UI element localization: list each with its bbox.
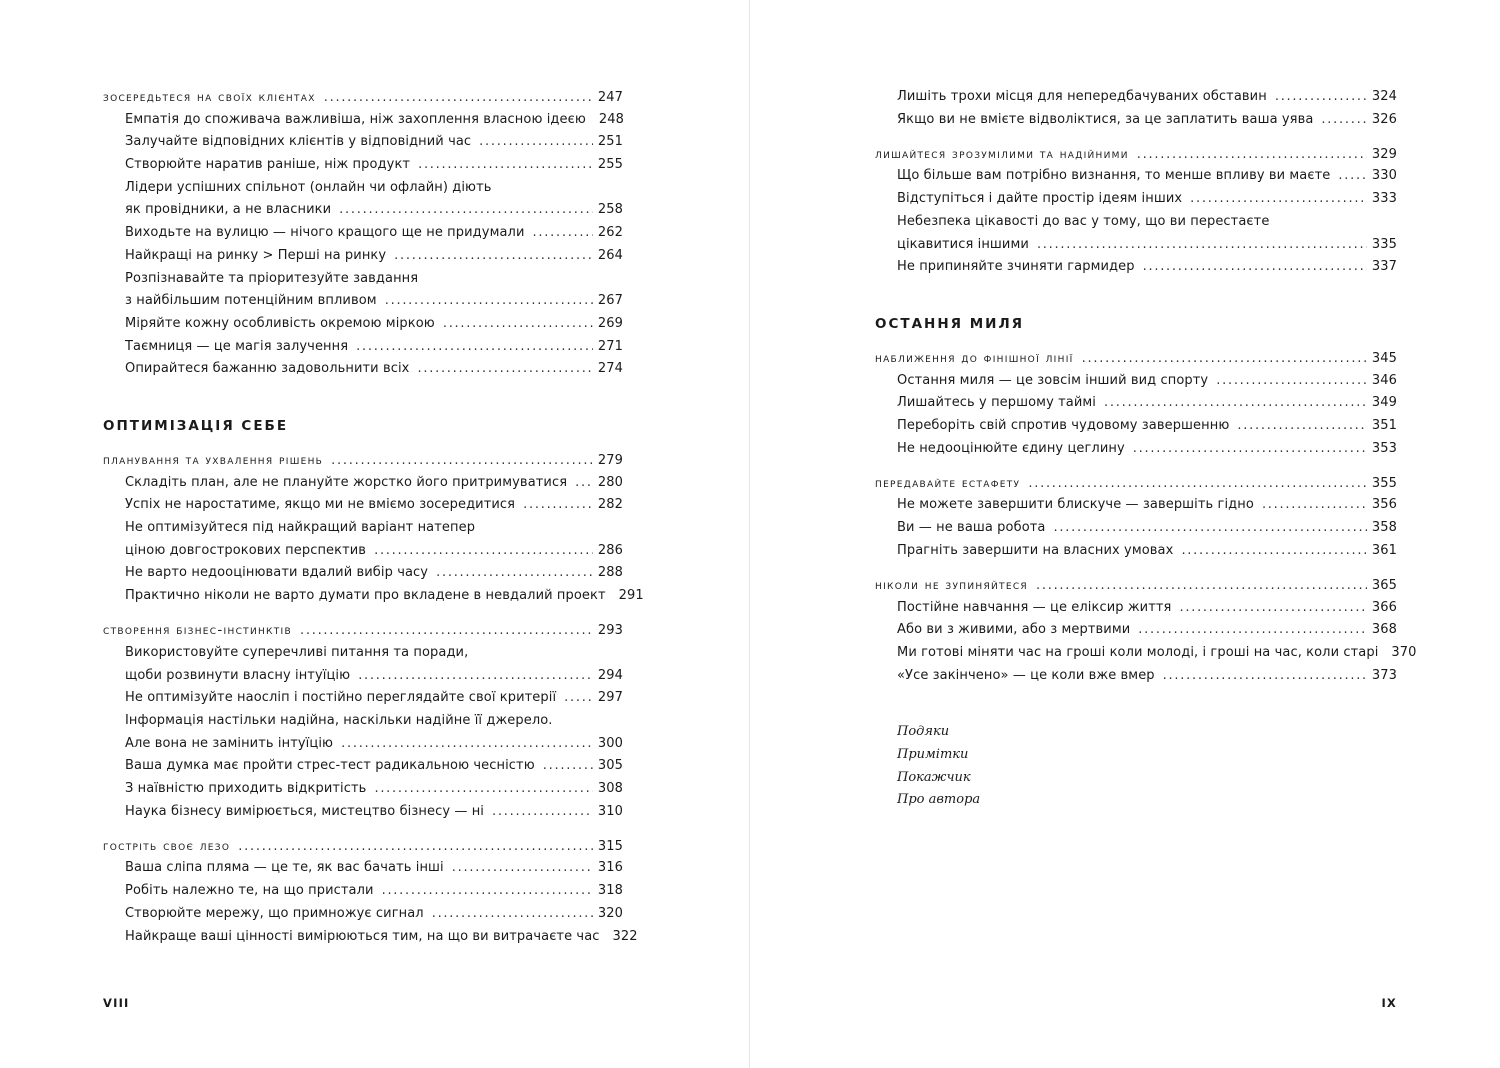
toc-entry [875, 540, 1397, 563]
page-ref: 316 [597, 860, 623, 876]
entry-title: ніколи не зупиняйтеся [875, 576, 1028, 593]
page-ref: 335 [1371, 236, 1397, 252]
toc-entry [103, 131, 623, 154]
entry-title: Що більше вам потрібно визнання, то менше впливу ви маєте [897, 168, 1331, 184]
dot-leader [479, 131, 593, 154]
back-matter-item: Подяки [897, 724, 950, 740]
entry-title: Відступіться і дайте простір ідеям інших [897, 191, 1183, 207]
entry-title: Робіть належно те, на що пристали [125, 883, 374, 899]
dot-leader [1143, 256, 1367, 279]
page-ref: 267 [597, 293, 623, 309]
page-ref: 326 [1371, 111, 1397, 127]
toc-chapter [875, 143, 1397, 166]
entry-title: передавайте естафету [875, 474, 1021, 491]
entry-title: Складіть план, але не плануйте жорстко його притримуватися [125, 474, 568, 490]
dot-leader [543, 755, 593, 778]
page-ref: 373 [1371, 667, 1397, 683]
page-ref: 262 [597, 225, 623, 241]
toc-entry [875, 370, 1397, 393]
entry-title: Постійне навчання — це еліксир життя [897, 599, 1172, 615]
entry-title: Найкращі на ринку > Перші на ринку [125, 247, 387, 263]
page-ref: 366 [1371, 599, 1397, 615]
page-ref: 280 [597, 474, 623, 490]
page-ref: 248 [598, 111, 625, 127]
dot-leader [1237, 415, 1366, 438]
dot-leader [358, 665, 593, 688]
toc-entry [103, 494, 623, 517]
dot-leader [1321, 109, 1366, 132]
dot-leader [533, 222, 593, 245]
dot-leader [1179, 597, 1366, 620]
toc-entry [103, 245, 623, 268]
page-ref: 282 [597, 497, 623, 513]
toc-entry [875, 438, 1397, 461]
back-matter-list [875, 721, 1397, 812]
toc-entry [103, 313, 623, 336]
dot-leader [1138, 619, 1367, 642]
page-ref: 368 [1371, 622, 1397, 638]
entry-title: як провідники, а не власники [125, 202, 332, 218]
page-ref: 370 [1391, 645, 1417, 660]
dot-leader [1037, 234, 1367, 257]
dot-leader [417, 358, 592, 381]
toc-entry [875, 86, 1397, 109]
dot-leader [452, 857, 593, 880]
toc-entry [103, 177, 623, 200]
page-ref: 333 [1371, 191, 1397, 207]
page-ref: 353 [1371, 440, 1397, 456]
page-ref: 286 [597, 542, 623, 558]
page-ref: 308 [597, 781, 623, 797]
toc-entry [103, 585, 644, 608]
entry-title: Створюйте наратив раніше, ніж продукт [125, 157, 411, 173]
entry-title: «Усе закінчено» — це коли вже вмер [897, 667, 1155, 683]
page-ref: 255 [597, 157, 623, 173]
toc-entry [875, 188, 1397, 211]
entry-title: Не можете завершити блискуче — завершіть гідно [897, 497, 1254, 513]
toc-entry [103, 540, 623, 563]
page-ref: 297 [597, 690, 623, 706]
entry-title: ціною довгострокових перспектив [125, 542, 367, 558]
page-ref: 322 [612, 928, 638, 944]
toc-left-column [103, 86, 644, 948]
toc-entry [103, 154, 623, 177]
toc-entry [103, 926, 638, 949]
page-ref: 247 [597, 90, 623, 105]
dot-leader [1338, 165, 1366, 188]
entry-title: Не недооцінюйте єдину цеглину [897, 440, 1125, 456]
toc-chapter [103, 86, 623, 109]
entry-title: Успіх не наростатиме, якщо ми не вміємо зосередитися [125, 497, 516, 513]
dot-leader [443, 313, 593, 336]
page-ref: 310 [597, 803, 623, 819]
entry-title: цікавитися іншими [897, 236, 1029, 252]
toc-entry [103, 755, 623, 778]
toc-chapter [103, 835, 623, 858]
page-ref: 355 [1371, 475, 1397, 491]
page-ref: 294 [597, 667, 623, 683]
entry-title: гостріть своє лезо [103, 837, 231, 854]
dot-leader [523, 494, 593, 517]
page-ref: 271 [597, 338, 623, 354]
toc-entry [103, 268, 623, 291]
page-ref: 365 [1371, 577, 1397, 593]
toc-entry [103, 290, 623, 313]
toc-entry [103, 880, 623, 903]
toc-entry [103, 642, 623, 665]
back-matter-item: Про автора [897, 792, 981, 808]
page-ref: 337 [1371, 259, 1397, 275]
entry-title: з найбільшим потенційним впливом [125, 293, 377, 309]
entry-title: Ваша думка має пройти стрес-тест радикальною чесністю [125, 758, 535, 774]
toc-chapter [103, 449, 623, 472]
toc-entry [103, 562, 623, 585]
page-ref: 349 [1371, 395, 1397, 411]
page-ref: 346 [1371, 372, 1397, 388]
toc-right-rows [875, 86, 1417, 687]
entry-title: Створюйте мережу, що примножує сигнал [125, 905, 424, 921]
entry-title: наближення до фінішної лінії [875, 349, 1074, 366]
page-ref: 293 [597, 623, 623, 639]
part-heading: ОПТИМІЗАЦІЯ СЕБЕ [103, 417, 289, 434]
entry-title: Залучайте відповідних клієнтів у відповідний час [125, 134, 472, 150]
page-ref: 251 [597, 134, 623, 150]
toc-entry [875, 211, 1397, 234]
dot-leader [432, 903, 593, 926]
dot-leader [1104, 392, 1367, 415]
entry-title: Таємниця — це магія залучення [125, 338, 349, 354]
entry-title: Не варто недооцінювати вдалий вибір часу [125, 565, 429, 581]
dot-leader [418, 154, 593, 177]
entry-title: Розпізнавайте та пріоритезуйте завдання [125, 270, 419, 286]
entry-title: Лишіть трохи місця для непередбачуваних обставин [897, 89, 1267, 104]
dot-leader [575, 472, 593, 495]
dot-leader [1190, 188, 1367, 211]
dot-leader [394, 245, 593, 268]
dot-leader [492, 801, 593, 824]
toc-entry [103, 109, 623, 132]
page-ref: 279 [597, 453, 623, 469]
page-ref: 345 [1371, 350, 1397, 366]
page-number: IX [1381, 996, 1397, 1010]
page-gutter [749, 0, 750, 1068]
toc-entry [103, 199, 623, 222]
back-matter-item: Примітки [897, 747, 969, 763]
page-ref: 318 [597, 883, 623, 899]
toc-entry [103, 472, 623, 495]
entry-title: Виходьте на вулицю — нічого кращого ще не придумали [125, 225, 525, 241]
page-ref: 320 [597, 905, 623, 921]
dot-leader [1275, 86, 1367, 109]
toc-entry [875, 392, 1397, 415]
page-ref: 361 [1371, 542, 1397, 558]
page-number: VIII [103, 996, 130, 1010]
entry-title: Ви — не ваша робота [897, 520, 1046, 536]
page-ref: 300 [597, 735, 623, 751]
dot-leader [1262, 494, 1367, 517]
entry-title: планування та ухвалення рішень [103, 452, 324, 469]
toc-entry [103, 903, 623, 926]
page-ref: 288 [597, 565, 623, 581]
entry-title: З наївністю приходить відкритість [125, 781, 367, 797]
dot-leader [300, 620, 593, 643]
page-ref: 258 [597, 202, 623, 218]
entry-title: Або ви з живими, або з мертвими [897, 622, 1131, 638]
toc-entry [103, 665, 623, 688]
part-heading: ОСТАННЯ МИЛЯ [875, 315, 1025, 332]
left-page [0, 0, 749, 1068]
toc-entry [103, 710, 623, 733]
dot-leader [1216, 370, 1367, 393]
page-ref: 356 [1371, 497, 1397, 513]
toc-entry [103, 778, 623, 801]
right-page [751, 0, 1500, 1068]
toc-entry [875, 234, 1397, 257]
entry-title: створення бізнес-інстинктів [103, 622, 292, 639]
entry-title: Якщо ви не вмієте відволіктися, за це заплатить ваша уява [897, 111, 1314, 127]
entry-title: Наука бізнесу вимірюється, мистецтво бізнесу — ні [125, 803, 485, 819]
entry-title: Остання миля — це зовсім інший вид спорту [897, 372, 1209, 388]
toc-entry [875, 597, 1397, 620]
page-ref: 264 [597, 247, 623, 263]
entry-title: Небезпека цікавості до вас у тому, що ви перестаєте [897, 213, 1270, 229]
entry-title: Емпатія до споживача важливіша, ніж захоплення власною ідеєю [125, 111, 586, 127]
toc-entry [875, 665, 1397, 688]
entry-title: Переборіть свій спротив чудовому завершенню [897, 418, 1230, 434]
dot-leader [1054, 517, 1367, 540]
dot-leader [324, 87, 593, 110]
toc-entry [103, 358, 623, 381]
entry-title: Лідери успішних спільнот (онлайн чи офлайн) діють [125, 179, 492, 195]
entry-title: Використовуйте суперечливі питання та поради, [125, 644, 469, 660]
entry-title: зосередьтеся на своїх клієнтах [103, 89, 316, 105]
toc-entry [103, 222, 623, 245]
entry-title: Найкраще ваші цінності вимірюються тим, на що ви витрачаєте час [125, 928, 600, 944]
page-ref: 330 [1371, 168, 1397, 184]
entry-title: Лишайтесь у першому таймі [897, 395, 1097, 411]
entry-title: Але вона не замінить інтуїцію [125, 735, 334, 751]
dot-leader [1133, 438, 1367, 461]
toc-entry [875, 256, 1397, 279]
back-matter-item: Покажчик [897, 769, 971, 785]
page-ref: 351 [1371, 418, 1397, 434]
toc-entry [875, 642, 1417, 665]
entry-title: Міряйте кожну особливість окремою міркою [125, 315, 435, 331]
toc-entry [103, 687, 623, 710]
entry-title: Практично ніколи не варто думати про вкладене в невдалий проект [125, 588, 606, 604]
dot-leader [339, 199, 593, 222]
page-ref: 269 [597, 315, 623, 331]
entry-title: Не припиняйте зчиняти гармидер [897, 259, 1135, 275]
dot-leader [374, 540, 593, 563]
toc-entry [875, 165, 1397, 188]
page-ref: 305 [597, 758, 623, 774]
page-ref: 315 [597, 838, 623, 854]
entry-title: Ми готові міняти час на гроші коли молоді, і гроші на час, коли старі [897, 645, 1379, 660]
page-ref: 358 [1371, 520, 1397, 536]
entry-title: Ваша сліпа пляма — це те, як вас бачать інші [125, 860, 444, 876]
dot-leader [1137, 144, 1367, 167]
entry-title: Опирайтеся бажанню задовольнити всіх [125, 361, 410, 377]
page-ref: 274 [597, 361, 623, 377]
dot-leader [331, 450, 593, 473]
dot-leader [374, 778, 592, 801]
toc-entry [875, 517, 1397, 540]
dot-leader [1163, 665, 1367, 688]
dot-leader [382, 880, 593, 903]
page-ref: 324 [1371, 89, 1397, 104]
dot-leader [564, 687, 593, 710]
page-ref: 329 [1371, 146, 1397, 162]
toc-chapter [103, 619, 623, 642]
toc-chapter [875, 472, 1397, 495]
toc-entry [103, 801, 623, 824]
dot-leader [356, 336, 593, 359]
toc-right-column [875, 86, 1417, 812]
toc-entry [875, 494, 1397, 517]
entry-title: Прагніть завершити на власних умовах [897, 542, 1174, 558]
dot-leader [1181, 540, 1366, 563]
toc-entry [875, 415, 1397, 438]
dot-leader [341, 733, 593, 756]
toc-chapter [875, 574, 1397, 597]
dot-leader [1036, 575, 1367, 598]
entry-title: лишайтеся зрозумілими та надійними [875, 145, 1129, 162]
toc-entry [103, 857, 623, 880]
toc-chapter [875, 347, 1397, 370]
entry-title: щоби розвинути власну інтуїцію [125, 667, 351, 683]
toc-entry [103, 733, 623, 756]
entry-title: Не оптимізуйте наосліп і постійно переглядайте свої критерії [125, 690, 557, 706]
toc-entry [103, 517, 623, 540]
dot-leader [238, 836, 593, 859]
dot-leader [436, 562, 593, 585]
dot-leader [1028, 473, 1367, 496]
page-ref: 291 [618, 588, 644, 604]
toc-entry [103, 336, 623, 359]
entry-title: Не оптимізуйтеся під найкращий варіант натепер [125, 520, 476, 536]
dot-leader [1082, 348, 1367, 371]
dot-leader [385, 290, 593, 313]
toc-entry [875, 619, 1397, 642]
entry-title: Інформація настільки надійна, наскільки надійне її джерело. [125, 712, 553, 728]
toc-entry [875, 109, 1397, 132]
